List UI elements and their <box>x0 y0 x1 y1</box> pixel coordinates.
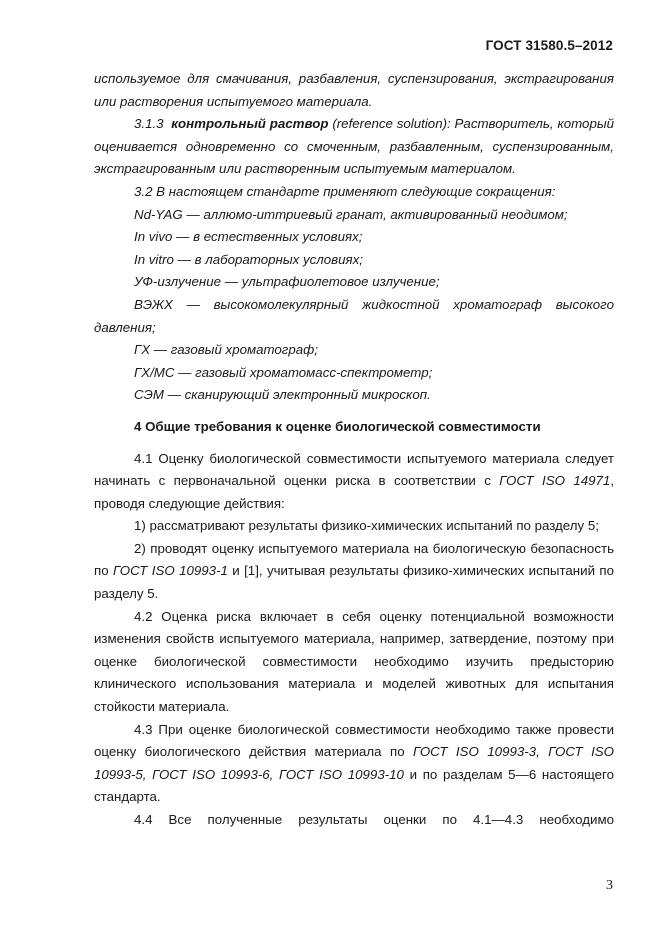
document-body <box>94 68 614 832</box>
clause-number: 3.1.3 <box>134 116 164 132</box>
defined-term: контрольный раствор <box>171 116 329 132</box>
definition-3-1-3 <box>94 113 614 181</box>
standard-reference: ГОСТ ISO 10993-1 <box>113 563 228 579</box>
abbreviation-item: ВЭЖХ — высокомолекулярный жидкостной хроматограф высокого давления; <box>94 296 614 335</box>
clause-4-1 <box>94 448 614 516</box>
clause-text: 4.1 Оценку биологической совместимости испытуемого материала следует начинать с первоначальной оценки риска в соответствии с <box>94 450 614 489</box>
clause-text: и по разделам 5—6 настоящего стандарта. <box>94 766 614 805</box>
clause-text: 2) проводят оценку испытуемого материала на биологическую безопасность по <box>94 540 614 579</box>
abbreviation-item: Nd-YAG — аллюмо-иттриевый гранат, активированный неодимом; <box>134 206 568 222</box>
abbreviation-item: ГХ/МС — газовый хроматомасс-спектрометр; <box>134 364 433 380</box>
definition-text: (reference solution): Растворитель, который оценивается одновременно со смоченным, разбавленным, суспензированным, экстрагированным или растворенным испытуемым материалом. <box>94 116 615 177</box>
list-item-2 <box>94 538 614 606</box>
clause-text: и [1], учитывая результаты физико-химических испытаний по разделу 5. <box>94 563 614 602</box>
paragraph-continuation: используемое для смачивания, разбавления, суспензирования, экстрагирования или растворения испытуемого материала. <box>94 71 614 109</box>
abbreviation-item: In vivo — в естественных условиях; <box>134 229 363 245</box>
clause-3-2: 3.2 В настоящем стандарте применяют следующие сокращения: <box>134 183 556 199</box>
standard-reference: ГОСТ ISO 10993-3, ГОСТ ISO 10993-5, ГОСТ ISO 10993-6, ГОСТ ISO 10993-10 <box>94 744 614 782</box>
abbreviation-item: In vitro — в лабораторных условиях; <box>134 251 363 267</box>
clause-text: 4.3 При оценке биологической совместимости необходимо также провести оценку биологического действия материала по <box>94 721 614 760</box>
clause-4-4: 4.4 Все полученные результаты оценки по 4.1—4.3 необходимо <box>134 812 614 827</box>
abbreviation-item: ГХ — газовый хроматограф; <box>134 342 318 358</box>
abbreviation-item: УФ-излучение — ультрафиолетовое излучение; <box>134 274 440 290</box>
clause-4-2: 4.2 Оценка риска включает в себя оценку потенциальной возможности изменения свойств испытуемого материала, например, затвердение, поэтому при оценке биологической совместимости необходимо изучить предысторию клинического использования материала и моделей животных для испытания стойкости материала. <box>94 608 614 715</box>
clause-4-3 <box>94 719 614 809</box>
abbreviation-item: СЭМ — сканирующий электронный микроскоп. <box>134 387 431 403</box>
standard-reference: ГОСТ ISO 14971 <box>499 473 611 489</box>
section-heading: 4 Общие требования к оценке биологической совместимости <box>134 418 541 434</box>
page-number: 3 <box>606 878 613 893</box>
clause-text: , проводя следующие действия: <box>94 473 615 511</box>
document-code: ГОСТ 31580.5–2012 <box>485 38 613 53</box>
list-item-1: 1) рассматривают результаты физико-химических испытаний по разделу 5; <box>134 518 599 534</box>
